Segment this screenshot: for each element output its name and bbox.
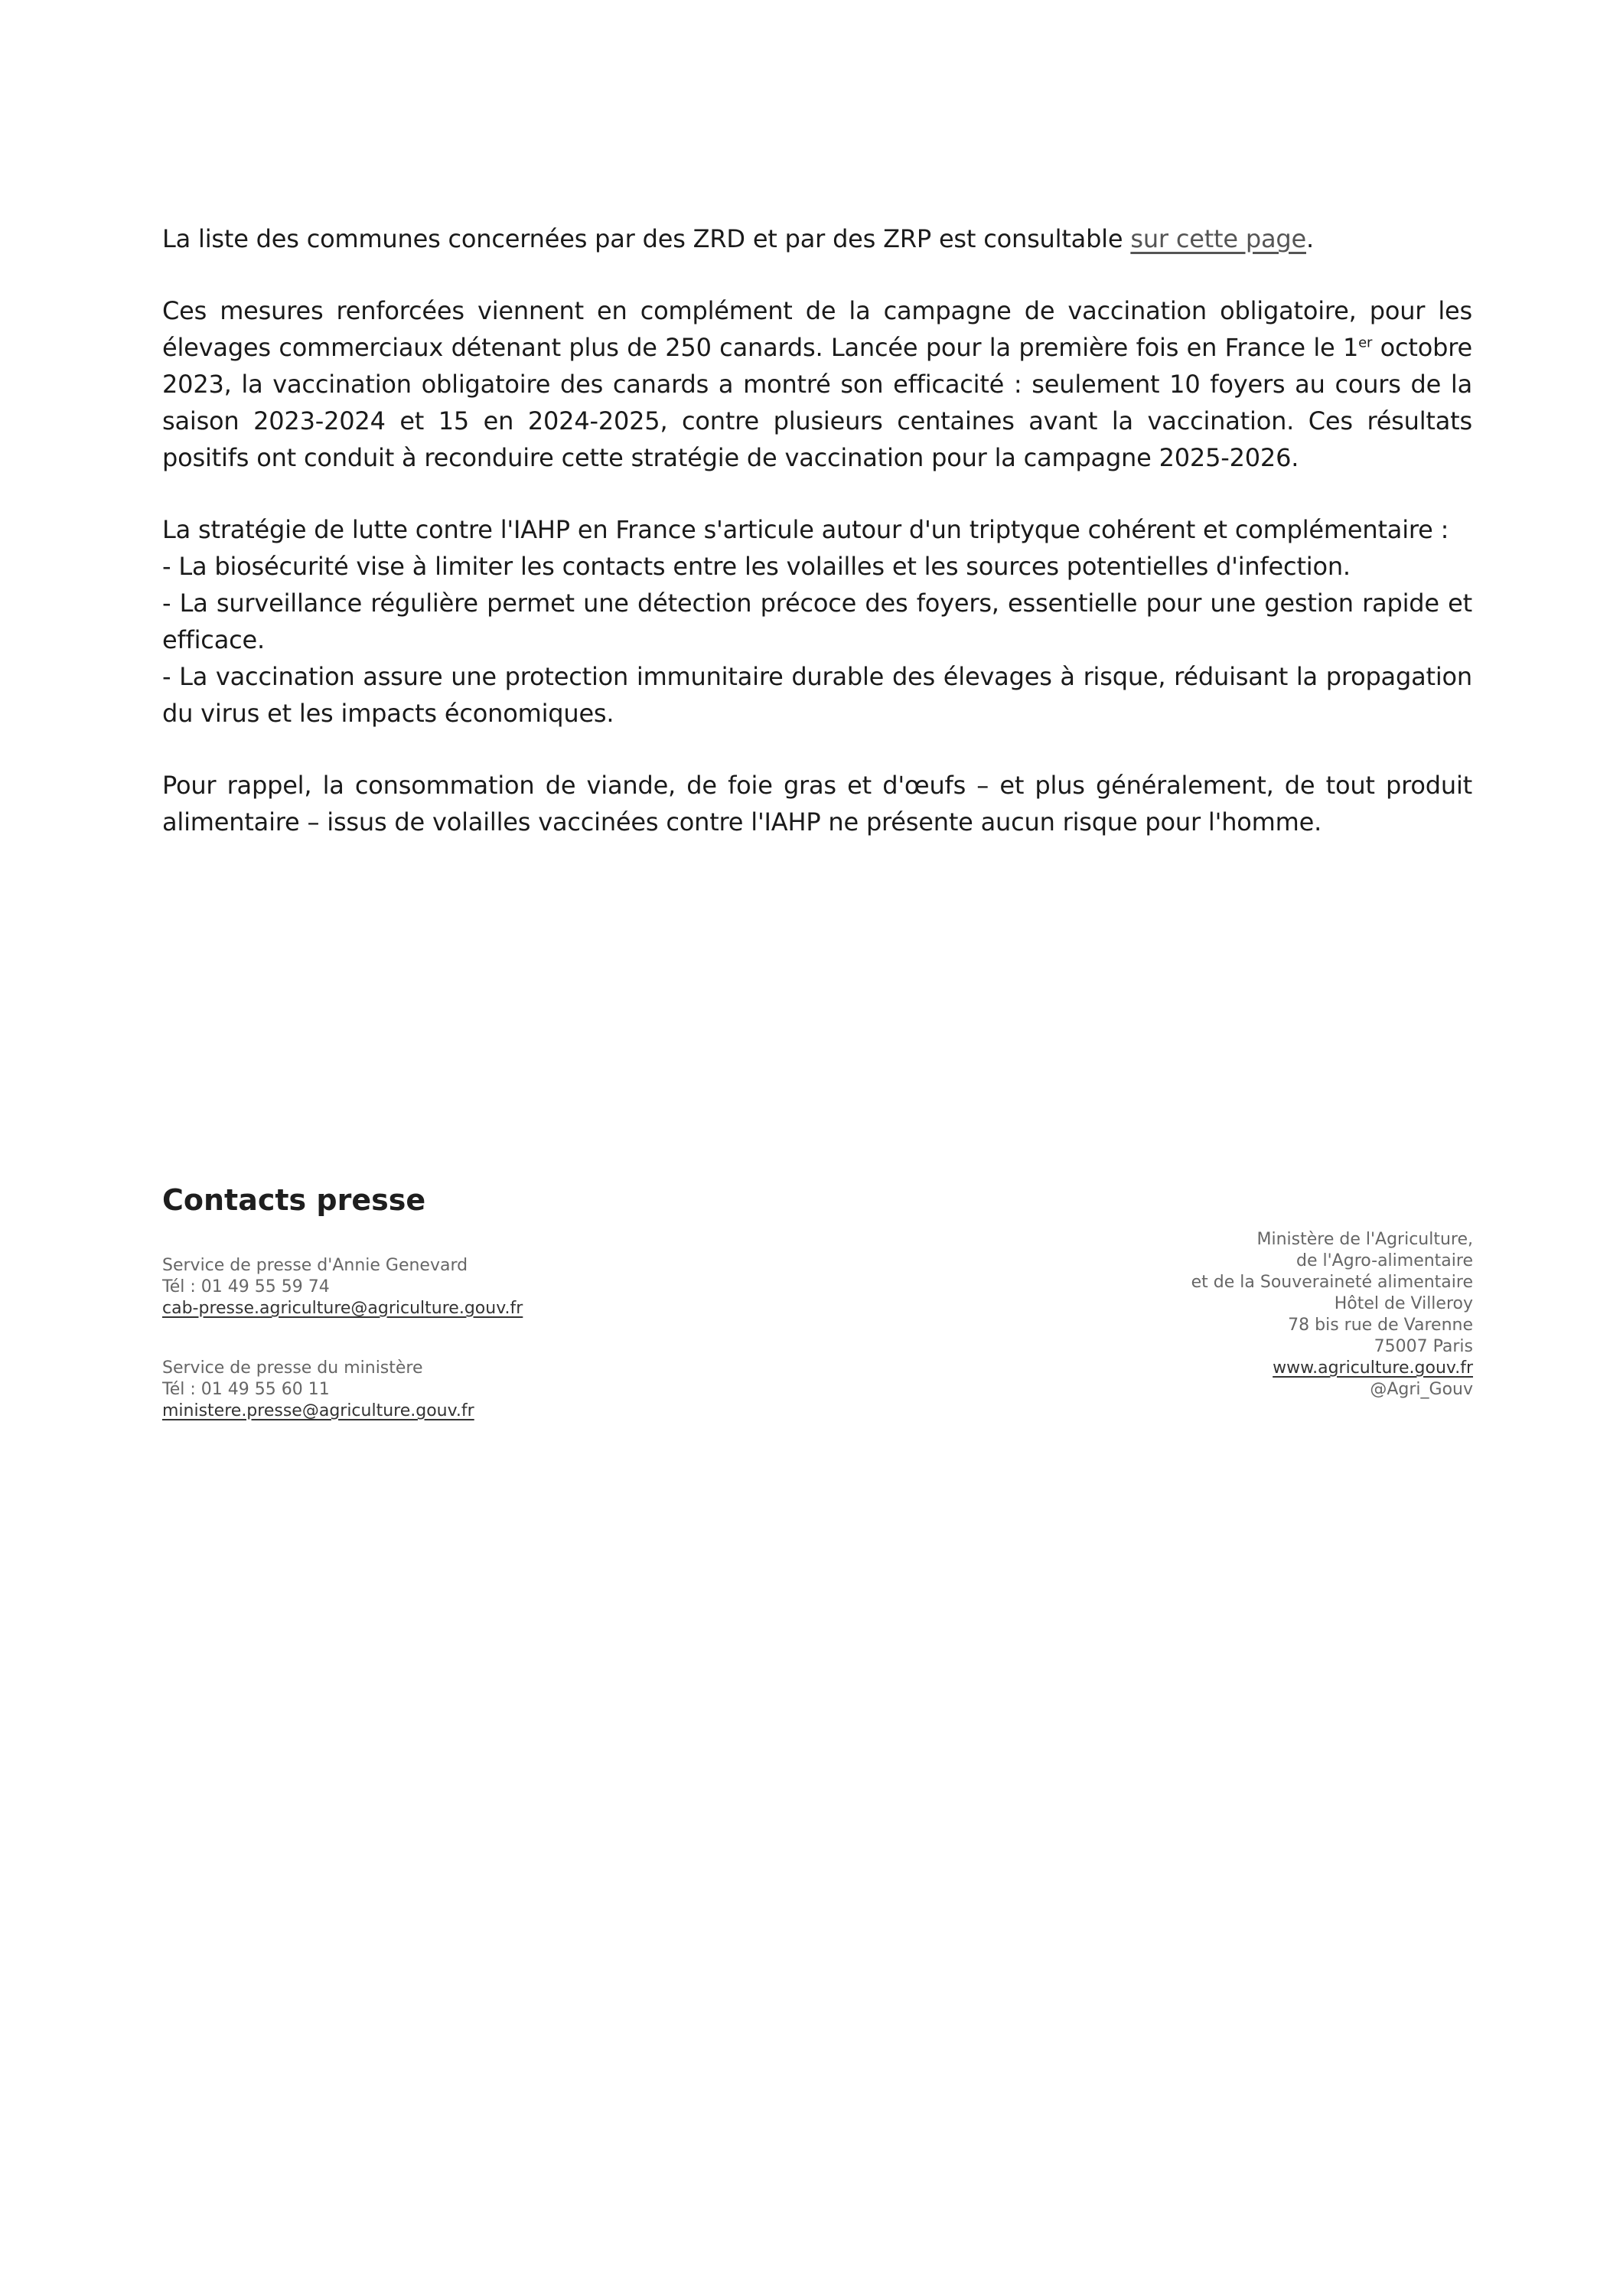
ministry-line: Ministère de l'Agriculture, (1256, 1230, 1473, 1249)
ministry-address (1191, 1229, 1473, 1401)
paragraph-reminder: Pour rappel, la consommation de viande, de foie gras et d'œufs – et plus généralement, de tout produit alimentaire – issus de volailles vaccinées contre l'IAHP ne présente aucun risque pour l'homme. (162, 771, 1472, 837)
contact-phone: Tél : 01 49 55 59 74 (162, 1277, 330, 1296)
ministry-line: 78 bis rue de Varenne (1288, 1316, 1473, 1335)
paragraph-text: La liste des communes concernées par des ZRD et par des ZRP est consultable (162, 224, 1131, 253)
strategy-intro: La stratégie de lutte contre l'IAHP en France s'articule autour d'un triptyque cohérent et complémentaire : (162, 515, 1449, 544)
sur-cette-page-link[interactable]: sur cette page (1130, 224, 1306, 253)
contact-service: Service de presse du ministère (162, 1358, 423, 1378)
ministry-line: 75007 Paris (1374, 1337, 1473, 1356)
body-text (162, 220, 1472, 840)
strategy-item-biosecurite: - La biosécurité vise à limiter les contacts entre les volailles et les sources potentielles d'infection. (162, 552, 1351, 581)
ministry-line: et de la Souveraineté alimentaire (1191, 1273, 1473, 1292)
paragraph-vaccination-campaign (162, 292, 1472, 476)
ordinal-superscript: er (1358, 334, 1373, 351)
strategy-item-surveillance: - La surveillance régulière permet une détection précoce des foyers, essentielle pour une gestion rapide et efficace. (162, 589, 1472, 654)
contact-email-link[interactable]: cab-presse.agriculture@agriculture.gouv.fr (162, 1299, 523, 1318)
paragraph-text: octobre 2023, la vaccination obligatoire des canards a montré son efficacité : seulement 10 foyers au cours de la saison 2023-2024 et 15 en 2024-2025, contre plusieurs centaines avant la vaccination. Ces résultats positifs ont conduit à reconduire cette stratégie de vaccination pour la campagne 2025-2026. (162, 333, 1472, 472)
paragraph-communes-list (162, 220, 1472, 257)
ministry-website-link[interactable]: www.agriculture.gouv.fr (1273, 1358, 1473, 1378)
ministry-line: Hôtel de Villeroy (1334, 1294, 1473, 1313)
ministry-line: de l'Agro-alimentaire (1296, 1251, 1473, 1270)
contacts-title: Contacts presse (162, 1183, 426, 1217)
ministry-social-handle[interactable]: @Agri_Gouv (1370, 1380, 1473, 1399)
contact-phone: Tél : 01 49 55 60 11 (162, 1380, 330, 1399)
paragraph-text: . (1305, 224, 1314, 253)
contact-email-link[interactable]: ministere.presse@agriculture.gouv.fr (162, 1401, 474, 1420)
paragraph-text: Ces mesures renforcées viennent en complément de la campagne de vaccination obligatoire, pour les élevages commerciaux détenant plus de 250 canards. Lancée pour la première fois en France le 1 (162, 296, 1472, 362)
contact-service: Service de presse d'Annie Genevard (162, 1256, 468, 1275)
contact-block-minister (162, 1255, 523, 1319)
paragraph-strategy (162, 511, 1472, 732)
contact-block-ministry (162, 1358, 474, 1422)
strategy-item-vaccination: - La vaccination assure une protection immunitaire durable des élevages à risque, réduisant la propagation du virus et les impacts économiques. (162, 662, 1472, 728)
